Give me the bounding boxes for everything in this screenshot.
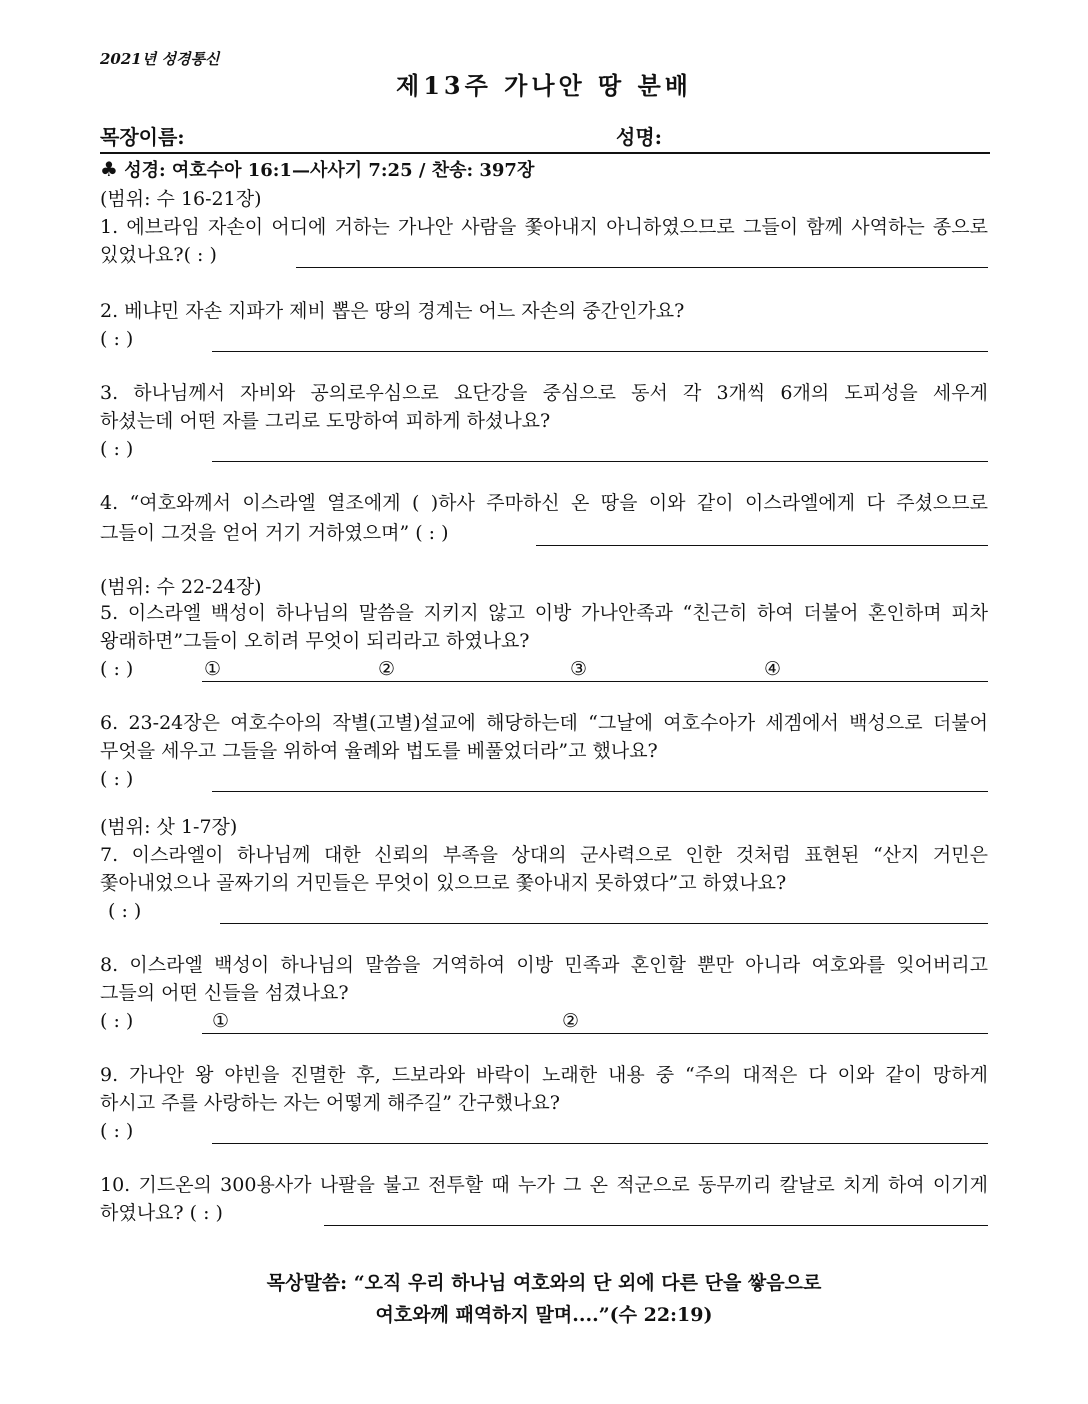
question-9-answer-row <box>100 1116 988 1146</box>
question-9-line-3: ( : ) <box>100 1120 134 1142</box>
answer-line-3[interactable] <box>212 461 988 462</box>
question-3-line-2: 하셨는데 어떤 자를 그리로 도망하여 피하게 하셨나요? <box>100 410 551 432</box>
question-2-line-1: 2. 베냐민 자손 지파가 제비 뽑은 땅의 경계는 어느 자손의 중간인가요? <box>100 300 685 322</box>
answer-line-5[interactable] <box>202 681 988 682</box>
question-8-line-2: 그들의 어떤 신들을 섬겼나요? <box>100 982 349 1004</box>
question-10-line-2: 하였나요? ( : ) <box>100 1202 223 1224</box>
choice-mark-3: ③ <box>570 658 588 680</box>
question-4-line-1: 4. “여호와께서 이스라엘 열조에게 ( )하사 주마하신 온 땅을 이와 같이 이스라엘에게 다 주셨으므로 <box>100 492 988 514</box>
section-range-3: (범위: 삿 1-7장) <box>100 816 238 838</box>
answer-line-2[interactable] <box>212 351 988 352</box>
question-9-line-2: 하시고 주를 사랑하는 자는 어떻게 해주길” 간구했나요? <box>100 1092 560 1114</box>
answer-line-1[interactable] <box>296 267 988 268</box>
question-6-line-1: 6. 23-24장은 여호수아의 작별(고별)설교에 해당하는데 “그날에 여호수아가 세겜에서 백성으로 더불어 <box>100 712 988 734</box>
question-3-line-3: ( : ) <box>100 438 134 460</box>
answer-line-7[interactable] <box>220 923 988 924</box>
choice-mark-1: ① <box>204 658 222 680</box>
question-8-line-3: ( : ) <box>100 1010 134 1032</box>
choice-mark-2: ② <box>562 1010 580 1032</box>
question-5-line-2: 왕래하면”그들이 오히려 무엇이 되리라고 하였나요? <box>100 630 530 652</box>
answer-line-9[interactable] <box>212 1143 988 1144</box>
question-8-answer-row <box>100 1006 988 1036</box>
person-name-label: 성명: <box>616 125 663 149</box>
answer-line-8[interactable] <box>202 1033 988 1034</box>
question-9-line-1: 9. 가나안 왕 야빈을 진멸한 후, 드보라와 바락이 노래한 내용 중 “주의 대적은 다 이와 같이 망하게 <box>100 1064 988 1086</box>
group-name-label: 목장이름: <box>100 125 185 149</box>
page-title: 제13주 가나안 땅 분배 <box>396 71 692 100</box>
question-4-answer-row <box>100 518 988 548</box>
question-1-line-1: 1. 에브라임 자손이 어디에 거하는 가나안 사람을 쫓아내지 아니하였으므로 그들이 함께 사역하는 종으로 <box>100 216 988 238</box>
choice-mark-4: ④ <box>764 658 782 680</box>
question-6-line-2: 무엇을 세우고 그들을 위하여 율례와 법도를 베풀었더라”고 했나요? <box>100 740 658 762</box>
question-1-line-2: 있었나요?( : ) <box>100 244 217 266</box>
question-1-answer-row <box>100 240 988 270</box>
section-range-2: (범위: 수 22-24장) <box>100 576 262 598</box>
question-5-line-3: ( : ) <box>100 658 134 680</box>
question-8-line-1: 8. 이스라엘 백성이 하나님의 말씀을 거역하여 이방 민족과 혼인할 뿐만 아니라 여호와를 잊어버리고 <box>100 954 988 976</box>
question-10-line-1: 10. 기드온의 300용사가 나팔을 불고 전투할 때 누가 그 온 적군으로 동무끼리 칼날로 치게 하여 이기게 <box>100 1174 988 1196</box>
motto-line-2: 여호와께 패역하지 말며....”(수 22:19) <box>375 1304 713 1326</box>
motto-line-1: 목상말씀: “오직 우리 하나님 여호와의 단 외에 다른 단을 쌓음으로 <box>266 1272 822 1294</box>
question-7-line-3: ( : ) <box>108 900 142 922</box>
question-6-line-3: ( : ) <box>100 768 134 790</box>
question-3-answer-row <box>100 434 988 464</box>
question-7-answer-row <box>108 896 988 926</box>
question-2-answer-row <box>100 324 988 354</box>
choice-mark-2: ② <box>378 658 396 680</box>
question-5-answer-row <box>100 654 988 684</box>
answer-line-6[interactable] <box>212 791 988 792</box>
scripture-text: 성경: 여호수아 16:1—사사기 7:25 / 찬송: 397장 <box>124 160 535 181</box>
question-5-line-1: 5. 이스라엘 백성이 하나님의 말씀을 지키지 않고 이방 가나안족과 “친근히 하여 더불어 혼인하며 피차 <box>100 602 988 624</box>
question-7-line-2: 쫓아내었으나 골짜기의 거민들은 무엇이 있으므로 쫓아내지 못하였다”고 하였나요? <box>100 872 787 894</box>
club-icon: ♣ <box>100 157 118 181</box>
answer-line-10[interactable] <box>324 1225 988 1226</box>
question-3-line-1: 3. 하나님께서 자비와 공의로우심으로 요단강을 중심으로 동서 각 3개씩 6개의 도피성을 세우게 <box>100 382 988 404</box>
year-label: 2021년 성경통신 <box>100 50 220 68</box>
question-2-line-2: ( : ) <box>100 328 134 350</box>
choice-mark-1: ① <box>212 1010 230 1032</box>
question-4-line-2: 그들이 그것을 얻어 거기 거하였으며” ( : ) <box>100 522 449 544</box>
name-bar <box>100 124 990 154</box>
question-7-line-1: 7. 이스라엘이 하나님께 대한 신뢰의 부족을 상대의 군사력으로 인한 것처럼 표현된 “산지 거민은 <box>100 844 988 866</box>
scripture-line <box>100 156 534 182</box>
question-6-answer-row <box>100 764 988 794</box>
answer-line-4[interactable] <box>536 545 988 546</box>
question-10-answer-row <box>100 1198 988 1228</box>
section-range-1: (범위: 수 16-21장) <box>100 188 262 210</box>
